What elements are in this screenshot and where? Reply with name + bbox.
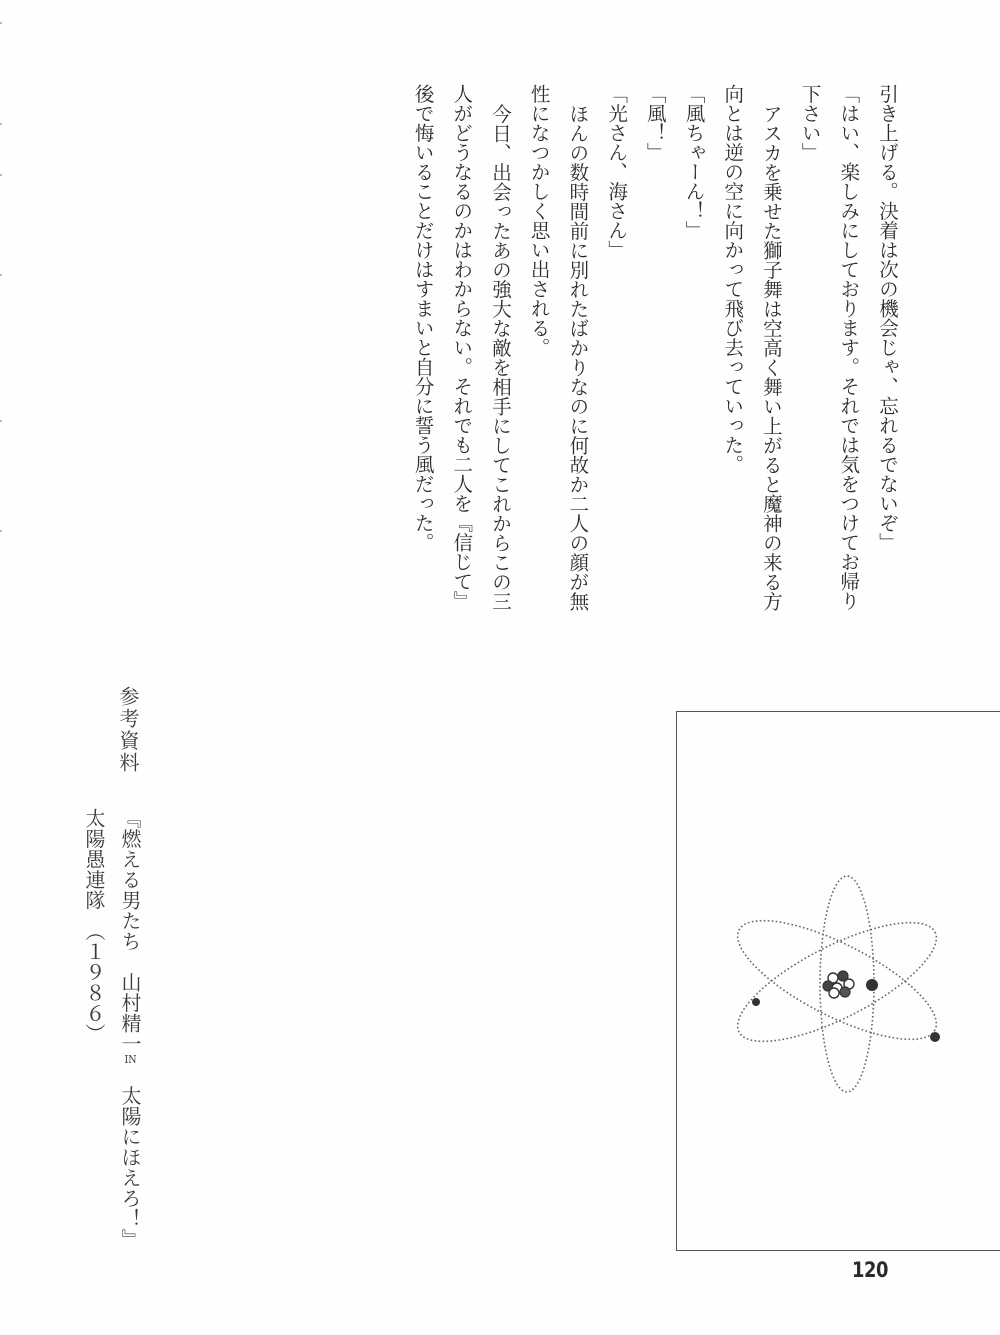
scan-artifact (0, 123, 2, 125)
paragraph: 今日、出会ったあの強大な敵を相手にしてこれからこの三人がどうなるのかはわからない。それでも二人を『信じて』後で悔いることだけはすまいと自分に誓う風だった。 (411, 84, 512, 611)
paragraph: 「はい、楽しみにしております。それでは気をつけてお帰り下さい」 (798, 84, 861, 611)
paragraph: 「風！」 (643, 84, 667, 162)
scan-artifact (0, 530, 2, 532)
paragraph: 「光さん、海さん」 (605, 84, 629, 260)
reference-title-part: 『燃える男たち 山村精一 (118, 808, 142, 1054)
main-body-text (403, 84, 906, 624)
references-entry (76, 808, 148, 1250)
scan-artifact (0, 174, 2, 176)
illustration-frame (676, 711, 1000, 1251)
page-number: 120 (852, 1258, 888, 1282)
paragraph: アスカを乗せた獅子舞は空高く舞い上がると魔神の来る方向とは逆の空に向かって飛び去っていった。 (721, 84, 783, 611)
reference-title-latin: IN (124, 1054, 137, 1065)
reference-title-line (112, 808, 148, 1250)
scan-artifact (0, 420, 2, 422)
paragraph: 「風ちゃーん！」 (682, 84, 706, 240)
reference-episode-line: 太陽愚連隊 （１９８６） (82, 808, 106, 1044)
reference-title-part: 太陽にほえろ！』 (118, 1065, 142, 1250)
references-heading: 参考資料 (116, 686, 140, 774)
scan-artifact (0, 274, 2, 276)
paragraph: ほんの数時間前に別れたばかりなのに何故か二人の顔が無性になつかしく思い出される。 (527, 84, 590, 611)
scan-artifact (0, 22, 2, 24)
paragraph: 引き上げる。決着は次の機会じゃ、忘れるでないぞ」 (876, 84, 899, 552)
